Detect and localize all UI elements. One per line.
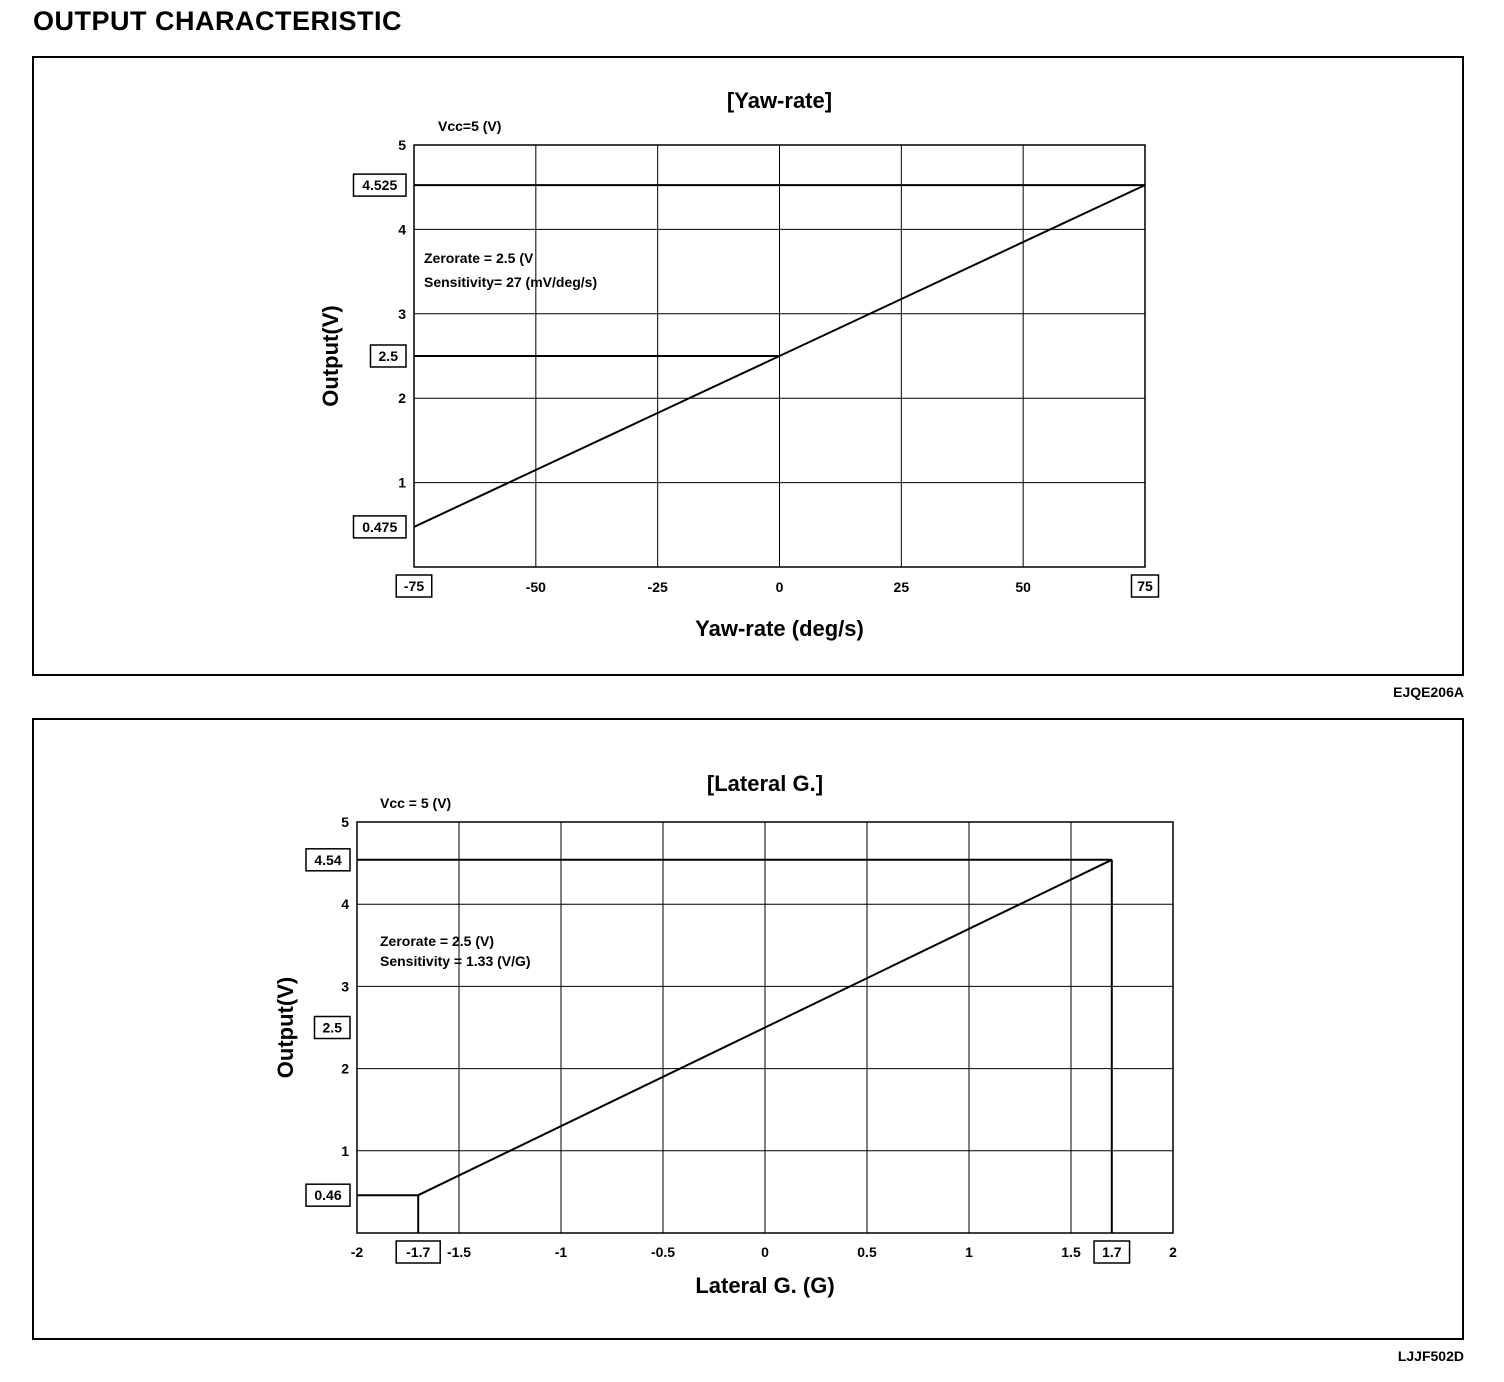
yaw-y-tick-label-1: 2 [398,390,406,407]
lat-x-tick-label-6: 1 [965,1244,973,1260]
lat-boxed-y-label-0: 0.46 [314,1187,342,1204]
lat-x-tick-label-7: 1.5 [1061,1244,1081,1260]
yaw-x-tick-label-0: -75 [403,578,425,594]
yaw-vcc-note: Vcc=5 (V) [438,118,502,134]
lat-boxed-x-label-1: 1.7 [1102,1244,1122,1260]
yaw-boxed-y-label-1: 2.5 [378,348,398,364]
lat-y-tick-label-2: 3 [341,978,349,995]
yaw-x-tick-label-6: 75 [1137,578,1153,594]
lat-x-tick-label-1: -1.5 [446,1244,472,1260]
yaw-y-tick-label-3: 4 [398,221,406,238]
lat-boxed-y-label-1: 2.5 [322,1019,342,1036]
yaw-x-tick-label-1: -50 [525,579,546,595]
lat-sensitivity-note: Sensitivity = 1.33 (V/G) [380,953,531,969]
figure-code-yaw: EJQE206A [1393,684,1464,700]
yaw-y-tick-label-0: 1 [398,474,406,491]
yaw-x-axis-label: Yaw-rate (deg/s) [695,616,864,641]
lat-x-tick-label-2: -1 [554,1244,568,1260]
yaw-x-tick-label-3: 0 [775,579,784,595]
lat-vcc-note: Vcc = 5 (V) [380,795,452,811]
yaw-x-tick-label-4: 25 [893,579,910,595]
lat-y-axis-label: Output(V) [273,976,298,1079]
yaw-y-tick-label-2: 3 [398,305,406,322]
page-title: OUTPUT CHARACTERISTIC [33,6,402,36]
yaw-x-tick-label-5: 50 [1015,579,1031,595]
yaw-boxed-y-label-2: 4.525 [362,177,398,194]
lat-x-tick-label-3: -0.5 [650,1244,676,1260]
lat-x-tick-label-0: -2 [350,1244,364,1260]
lat-x-axis-label: Lateral G. (G) [695,1273,835,1298]
lat-chart-title: [Lateral G.] [706,771,824,796]
lat-x-tick-label-8: 2 [1169,1244,1177,1260]
yaw-y-tick-label-4: 5 [398,137,406,153]
lat-boxed-y-label-2: 4.54 [314,851,342,868]
yaw-boxed-y-label-0: 0.475 [362,518,398,535]
yaw-chart-title: [Yaw-rate] [726,88,833,113]
lat-x-tick-label-5: 0.5 [857,1244,877,1260]
lat-y-tick-label-0: 1 [341,1142,349,1159]
lat-x-tick-label-4: 0 [761,1244,769,1260]
lat-zerorate-note: Zerorate = 2.5 (V) [380,933,494,949]
lat-y-tick-label-3: 4 [341,896,349,913]
yaw-sensitivity-note: Sensitivity= 27 (mV/deg/s) [424,274,598,290]
lat-y-tick-label-4: 5 [341,814,349,830]
lat-boxed-x-label-0: -1.7 [406,1244,431,1260]
yaw-zerorate-note: Zerorate = 2.5 (V [424,250,534,266]
yaw-x-tick-label-2: -25 [647,579,668,595]
figure-code-lateral: LJJF502D [1397,1348,1464,1364]
lat-y-tick-label-1: 2 [341,1060,349,1077]
yaw-y-axis-label: Output(V) [318,305,343,407]
